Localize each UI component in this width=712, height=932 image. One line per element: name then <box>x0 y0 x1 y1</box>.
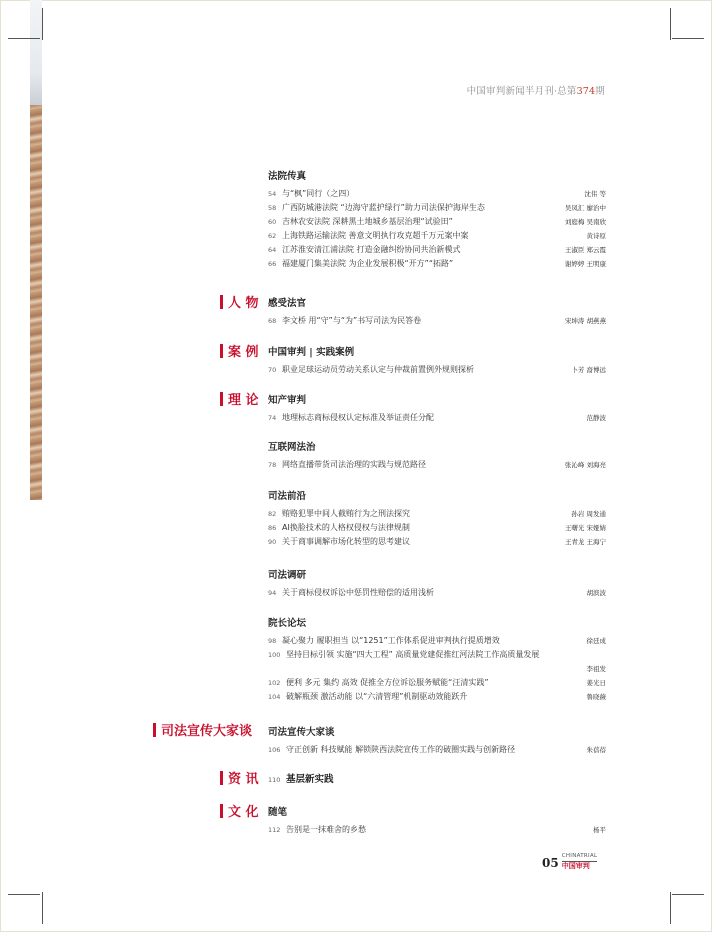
entry-author: 鲁晓薇 <box>586 693 606 701</box>
issue-number: 374 <box>576 86 596 97</box>
entry-title: 网络直播带货司法治理的实践与规范路径 <box>282 460 426 469</box>
entry-title: 吉林农安法院 深耕黑土地城乡基层治理“试验田” <box>282 217 453 226</box>
toc-entry[interactable] <box>268 187 608 201</box>
crop-mark <box>672 38 704 39</box>
category-anli[interactable] <box>220 341 259 360</box>
section-title: 院长论坛 <box>268 618 307 629</box>
entry-title: 江苏淮安清江浦法院 打造金融纠纷协同共治新模式 <box>282 245 461 254</box>
page-number: 104 <box>268 693 281 701</box>
toc-entry[interactable] <box>268 823 608 837</box>
entry-author: 宋坤涛 胡燕燕 <box>564 317 606 325</box>
page-number: 94 <box>268 589 277 597</box>
category-label: 人 物 <box>228 296 259 311</box>
page-number: 68 <box>268 317 277 325</box>
entry-author: 张沁峰 刘海亮 <box>564 461 606 469</box>
running-header <box>467 83 605 97</box>
entry-author: 杨平 <box>593 826 606 834</box>
page-number: 90 <box>268 538 277 546</box>
entry-title: 关于商标侵权诉讼中惩罚性赔偿的适用浅析 <box>282 588 434 597</box>
crop-mark <box>42 8 43 40</box>
entry-title: 上海铁路运输法院 善意文明执行攻克超千万元案中案 <box>282 231 469 240</box>
toc-section <box>268 392 608 425</box>
toc-entry[interactable] <box>268 648 608 662</box>
header-prefix: 中国审判新闻半月刊·总第 <box>466 86 577 97</box>
crop-mark <box>670 892 671 924</box>
entry-author: 范静波 <box>586 414 606 422</box>
section-title: 基层新实践 <box>286 774 334 785</box>
page-number: 112 <box>268 826 281 834</box>
category-bar <box>220 771 223 785</box>
section-title: 司法前沿 <box>268 491 307 502</box>
entry-title: 破解瓶颈 激活动能 以“六清管理”机制驱动效能跃升 <box>286 692 468 701</box>
entry-author: 沈伟 等 <box>584 190 606 198</box>
toc-section <box>268 804 608 837</box>
category-label: 资 讯 <box>228 772 259 787</box>
page-number: 106 <box>268 746 281 754</box>
entry-author: 王淑臣 郑云霞 <box>564 246 606 254</box>
entry-author: 卜芳 裔博远 <box>571 366 606 374</box>
crop-mark <box>8 894 40 895</box>
page-footer <box>542 854 597 870</box>
crop-mark <box>42 892 43 924</box>
toc-section <box>268 567 608 600</box>
section-title: 互联网法治 <box>268 442 316 453</box>
toc-entry[interactable] <box>268 363 608 377</box>
entry-title: 坚持目标引领 实施“四大工程” 高质量党建促推红河法院工作高质量发展 <box>286 650 540 659</box>
page-number: 110 <box>268 776 281 784</box>
category-bar <box>220 295 223 309</box>
section-title: 随笔 <box>268 807 288 818</box>
toc-entry[interactable] <box>268 743 608 757</box>
toc-section <box>268 439 608 472</box>
entry-title: 李文桥 用“守”与“为”书写司法为民答卷 <box>282 316 422 325</box>
entry-author: 胡滨波 <box>586 589 606 597</box>
entry-author: 朱蓓蓓 <box>586 746 606 754</box>
category-label: 文 化 <box>228 805 259 820</box>
entry-author: 黄诗原 <box>586 232 606 240</box>
toc-entry[interactable] <box>268 243 608 257</box>
toc-entry[interactable] <box>268 229 608 243</box>
toc-section <box>268 615 608 704</box>
toc-entry[interactable] <box>268 201 608 215</box>
entry-author: 王青龙 王海宁 <box>564 538 606 546</box>
category-zixun[interactable] <box>220 768 259 787</box>
entry-author: 谢婷婷 王明康 <box>564 260 606 268</box>
category-bar <box>220 392 223 406</box>
section-title-row <box>268 771 608 785</box>
entry-title: 广西防城港法院 “边海守蓝护绿行”助力司法保护海岸生态 <box>282 203 485 212</box>
page-number: 78 <box>268 461 277 469</box>
toc-entry[interactable] <box>268 215 608 229</box>
entry-author: 吴凤汇 廖治中 <box>564 204 606 212</box>
decorative-photo-strip-top <box>30 0 42 105</box>
header-suffix: 期 <box>595 86 605 97</box>
category-label: 理 论 <box>228 393 259 408</box>
toc-entry[interactable] <box>268 634 608 648</box>
brand-en: CHINATRIAL <box>562 854 598 862</box>
page-number: 100 <box>268 651 281 659</box>
entry-author: 孙岩 周发通 <box>571 510 606 518</box>
toc-entry[interactable] <box>268 521 608 535</box>
category-bar <box>220 804 223 818</box>
section-title: 司法宣传大家谈 <box>268 727 335 738</box>
section-title: 中国审判 | 实践案例 <box>268 347 355 358</box>
page-number: 98 <box>268 637 277 645</box>
page-number: 54 <box>268 190 277 198</box>
entry-title: 职业足球运动员劳动关系认定与仲裁前置例外规则探析 <box>282 365 474 374</box>
entry-author: 王曙光 宋娅婧 <box>564 524 606 532</box>
entry-title: 关于商事调解市场化转型的思考建议 <box>282 537 410 546</box>
entry-author: 刘庭梅 吴南欣 <box>564 218 606 226</box>
toc-entry[interactable] <box>268 676 608 690</box>
section-title: 感受法官 <box>268 298 307 309</box>
page-number: 60 <box>268 218 277 226</box>
toc-entry[interactable] <box>268 314 608 328</box>
entry-title: 告别是一抹难舍的乡愁 <box>286 825 366 834</box>
category-renwu[interactable] <box>220 292 259 311</box>
category-bar <box>220 344 223 358</box>
toc-section <box>268 295 608 328</box>
entry-title: 守正创新 科技赋能 解锁陕西法院宣传工作的破圈实践与创新路径 <box>286 745 516 754</box>
section-title: 法院传真 <box>268 171 307 182</box>
category-wenhua[interactable] <box>220 801 259 820</box>
section-title: 司法调研 <box>268 570 307 581</box>
toc-section <box>268 344 608 377</box>
page-number: 70 <box>268 366 277 374</box>
toc-entry[interactable] <box>268 535 608 549</box>
category-label: 案 例 <box>228 345 259 360</box>
page-number: 58 <box>268 204 277 212</box>
entry-title: 凝心聚力 履职担当 以“1251”工作体系促进审判执行提质增效 <box>282 636 500 645</box>
toc-section <box>268 724 608 757</box>
entry-title: 福建厦门集美法院 为企业发展积极“开方”“拓路” <box>282 259 454 268</box>
toc-entry[interactable] <box>268 257 608 271</box>
crop-mark <box>8 38 40 39</box>
brand-cn: 中国审判 <box>561 861 590 870</box>
toc-entry[interactable] <box>268 507 608 521</box>
brand-logo <box>562 854 598 870</box>
toc-entry[interactable] <box>268 690 608 704</box>
page-number: 64 <box>268 246 277 254</box>
toc-section <box>268 168 608 271</box>
entry-title: 贿赂犯罪中间人截贿行为之刑法探究 <box>282 509 410 518</box>
entry-author: 李祖发 <box>586 665 606 673</box>
entry-title: 地理标志商标侵权认定标准及举证责任分配 <box>282 413 434 422</box>
toc-section[interactable] <box>268 771 608 790</box>
crop-mark <box>670 8 671 40</box>
toc-section <box>268 488 608 549</box>
category-lilun[interactable] <box>220 389 259 408</box>
entry-title: AI换脸技术的人格权侵权与法律规制 <box>282 523 410 532</box>
footer-page-number: 05 <box>542 855 559 870</box>
toc-entry[interactable] <box>268 458 608 472</box>
entry-title: 便利 多元 集约 高效 促推全方位诉讼服务赋能“汪清实践” <box>286 678 489 687</box>
page-number: 102 <box>268 679 281 687</box>
entry-author: 徐廷成 <box>586 637 606 645</box>
page-number: 86 <box>268 524 277 532</box>
page-number: 82 <box>268 510 277 518</box>
page-number: 66 <box>268 260 277 268</box>
toc-entry[interactable] <box>268 411 608 425</box>
section-title: 知产审判 <box>268 395 307 406</box>
category-sifaxuanchuan[interactable] <box>153 720 252 739</box>
toc-entry[interactable] <box>268 586 608 600</box>
page-number: 74 <box>268 414 277 422</box>
entry-title: 与“枫”同行（之四） <box>282 189 355 198</box>
category-label: 司法宣传大家谈 <box>161 724 253 739</box>
entry-author: 姜光日 <box>586 679 606 687</box>
category-bar <box>153 723 156 737</box>
crop-mark <box>672 894 704 895</box>
page-number: 62 <box>268 232 277 240</box>
